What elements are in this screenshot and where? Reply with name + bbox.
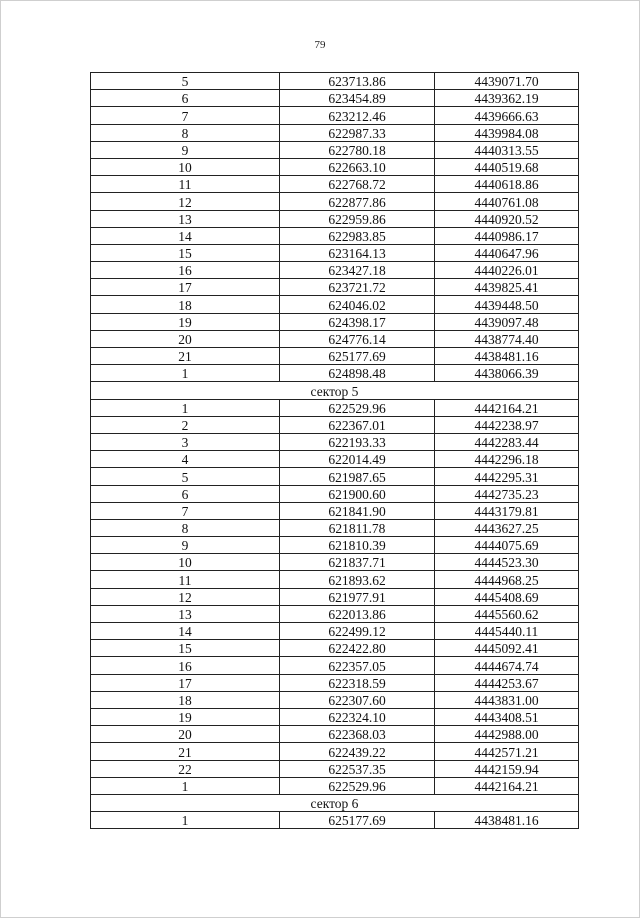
table-row	[91, 554, 579, 571]
y-coordinate-cell: 4440986.17	[435, 227, 579, 244]
y-coordinate-cell: 4442159.94	[435, 760, 579, 777]
y-coordinate-cell: 4445440.11	[435, 623, 579, 640]
table-row	[91, 227, 579, 244]
point-number-cell: 5	[91, 468, 280, 485]
point-number-cell: 18	[91, 691, 280, 708]
table-row	[91, 657, 579, 674]
y-coordinate-cell: 4440313.55	[435, 141, 579, 158]
point-number-cell: 20	[91, 330, 280, 347]
point-number-cell: 10	[91, 554, 280, 571]
point-number-cell: 14	[91, 623, 280, 640]
table-row	[91, 760, 579, 777]
x-coordinate-cell: 622439.22	[280, 743, 435, 760]
y-coordinate-cell: 4440647.96	[435, 244, 579, 261]
point-number-cell: 19	[91, 708, 280, 725]
x-coordinate-cell: 622663.10	[280, 158, 435, 175]
x-coordinate-cell: 622318.59	[280, 674, 435, 691]
y-coordinate-cell: 4445408.69	[435, 588, 579, 605]
page-number: 79	[314, 39, 326, 51]
x-coordinate-cell: 621811.78	[280, 519, 435, 536]
point-number-cell: 22	[91, 760, 280, 777]
table-row	[91, 605, 579, 622]
x-coordinate-cell: 622357.05	[280, 657, 435, 674]
y-coordinate-cell: 4444674.74	[435, 657, 579, 674]
y-coordinate-cell: 4440226.01	[435, 262, 579, 279]
point-number-cell: 8	[91, 124, 280, 141]
y-coordinate-cell: 4443408.51	[435, 708, 579, 725]
table-row	[91, 708, 579, 725]
y-coordinate-cell: 4439825.41	[435, 279, 579, 296]
y-coordinate-cell: 4444253.67	[435, 674, 579, 691]
table-row	[91, 468, 579, 485]
table-row	[91, 330, 579, 347]
x-coordinate-cell: 621841.90	[280, 502, 435, 519]
table-row	[91, 623, 579, 640]
y-coordinate-cell: 4439362.19	[435, 90, 579, 107]
table-row	[91, 537, 579, 554]
x-coordinate-cell: 622983.85	[280, 227, 435, 244]
x-coordinate-cell: 622368.03	[280, 726, 435, 743]
x-coordinate-cell: 624776.14	[280, 330, 435, 347]
point-number-cell: 11	[91, 571, 280, 588]
table-row	[91, 399, 579, 416]
table-row	[91, 691, 579, 708]
x-coordinate-cell: 622307.60	[280, 691, 435, 708]
table-row	[91, 107, 579, 124]
sector-header-row	[91, 794, 579, 811]
y-coordinate-cell: 4442283.44	[435, 433, 579, 450]
point-number-cell: 7	[91, 107, 280, 124]
table-row	[91, 743, 579, 760]
table-row	[91, 124, 579, 141]
x-coordinate-cell: 621837.71	[280, 554, 435, 571]
y-coordinate-cell: 4438066.39	[435, 365, 579, 382]
sector-header-row	[91, 382, 579, 399]
point-number-cell: 21	[91, 348, 280, 365]
table-row	[91, 571, 579, 588]
point-number-cell: 9	[91, 537, 280, 554]
y-coordinate-cell: 4445092.41	[435, 640, 579, 657]
x-coordinate-cell: 623721.72	[280, 279, 435, 296]
y-coordinate-cell: 4442295.31	[435, 468, 579, 485]
y-coordinate-cell: 4442238.97	[435, 416, 579, 433]
table-row	[91, 193, 579, 210]
x-coordinate-cell: 622537.35	[280, 760, 435, 777]
point-number-cell: 8	[91, 519, 280, 536]
x-coordinate-cell: 625177.69	[280, 812, 435, 829]
x-coordinate-cell: 621977.91	[280, 588, 435, 605]
point-number-cell: 6	[91, 90, 280, 107]
x-coordinate-cell: 625177.69	[280, 348, 435, 365]
point-number-cell: 10	[91, 158, 280, 175]
table-row	[91, 348, 579, 365]
point-number-cell: 19	[91, 313, 280, 330]
table-row	[91, 451, 579, 468]
point-number-cell: 20	[91, 726, 280, 743]
table-row	[91, 313, 579, 330]
table-row	[91, 777, 579, 794]
table-row	[91, 588, 579, 605]
y-coordinate-cell: 4440519.68	[435, 158, 579, 175]
table-row	[91, 502, 579, 519]
y-coordinate-cell: 4444968.25	[435, 571, 579, 588]
y-coordinate-cell: 4439071.70	[435, 73, 579, 90]
point-number-cell: 12	[91, 588, 280, 605]
y-coordinate-cell: 4443627.25	[435, 519, 579, 536]
x-coordinate-cell: 622014.49	[280, 451, 435, 468]
x-coordinate-cell: 624046.02	[280, 296, 435, 313]
y-coordinate-cell: 4439097.48	[435, 313, 579, 330]
y-coordinate-cell: 4442296.18	[435, 451, 579, 468]
x-coordinate-cell: 621893.62	[280, 571, 435, 588]
x-coordinate-cell: 622959.86	[280, 210, 435, 227]
table-row	[91, 640, 579, 657]
x-coordinate-cell: 621810.39	[280, 537, 435, 554]
y-coordinate-cell: 4444523.30	[435, 554, 579, 571]
table-row	[91, 674, 579, 691]
point-number-cell: 6	[91, 485, 280, 502]
x-coordinate-cell: 622987.33	[280, 124, 435, 141]
y-coordinate-cell: 4440618.86	[435, 176, 579, 193]
point-number-cell: 17	[91, 674, 280, 691]
x-coordinate-cell: 622324.10	[280, 708, 435, 725]
sector-title: сектор 5	[91, 382, 579, 399]
x-coordinate-cell: 622193.33	[280, 433, 435, 450]
table-row	[91, 296, 579, 313]
point-number-cell: 1	[91, 777, 280, 794]
y-coordinate-cell: 4442164.21	[435, 777, 579, 794]
point-number-cell: 16	[91, 262, 280, 279]
point-number-cell: 16	[91, 657, 280, 674]
table-row	[91, 812, 579, 829]
table-row	[91, 210, 579, 227]
table-row	[91, 90, 579, 107]
y-coordinate-cell: 4439448.50	[435, 296, 579, 313]
point-number-cell: 1	[91, 365, 280, 382]
point-number-cell: 3	[91, 433, 280, 450]
point-number-cell: 5	[91, 73, 280, 90]
x-coordinate-cell: 622367.01	[280, 416, 435, 433]
point-number-cell: 1	[91, 812, 280, 829]
x-coordinate-cell: 622422.80	[280, 640, 435, 657]
point-number-cell: 15	[91, 244, 280, 261]
table-row	[91, 244, 579, 261]
y-coordinate-cell: 4442164.21	[435, 399, 579, 416]
point-number-cell: 11	[91, 176, 280, 193]
x-coordinate-cell: 623713.86	[280, 73, 435, 90]
y-coordinate-cell: 4443179.81	[435, 502, 579, 519]
x-coordinate-cell: 622499.12	[280, 623, 435, 640]
point-number-cell: 4	[91, 451, 280, 468]
y-coordinate-cell: 4438774.40	[435, 330, 579, 347]
x-coordinate-cell: 623164.13	[280, 244, 435, 261]
x-coordinate-cell: 621987.65	[280, 468, 435, 485]
point-number-cell: 7	[91, 502, 280, 519]
y-coordinate-cell: 4442735.23	[435, 485, 579, 502]
point-number-cell: 13	[91, 210, 280, 227]
x-coordinate-cell: 622768.72	[280, 176, 435, 193]
table-row	[91, 73, 579, 90]
table-row	[91, 365, 579, 382]
table-row	[91, 176, 579, 193]
y-coordinate-cell: 4439984.08	[435, 124, 579, 141]
table-row	[91, 279, 579, 296]
y-coordinate-cell: 4438481.16	[435, 812, 579, 829]
table-row	[91, 158, 579, 175]
y-coordinate-cell: 4440761.08	[435, 193, 579, 210]
coordinates-table-body	[91, 73, 579, 829]
x-coordinate-cell: 621900.60	[280, 485, 435, 502]
coordinates-table	[90, 72, 579, 829]
x-coordinate-cell: 622013.86	[280, 605, 435, 622]
point-number-cell: 9	[91, 141, 280, 158]
x-coordinate-cell: 623212.46	[280, 107, 435, 124]
y-coordinate-cell: 4438481.16	[435, 348, 579, 365]
x-coordinate-cell: 623454.89	[280, 90, 435, 107]
point-number-cell: 2	[91, 416, 280, 433]
y-coordinate-cell: 4443831.00	[435, 691, 579, 708]
table-row	[91, 141, 579, 158]
y-coordinate-cell: 4442988.00	[435, 726, 579, 743]
x-coordinate-cell: 624898.48	[280, 365, 435, 382]
x-coordinate-cell: 622529.96	[280, 777, 435, 794]
x-coordinate-cell: 622529.96	[280, 399, 435, 416]
point-number-cell: 15	[91, 640, 280, 657]
point-number-cell: 17	[91, 279, 280, 296]
y-coordinate-cell: 4442571.21	[435, 743, 579, 760]
y-coordinate-cell: 4445560.62	[435, 605, 579, 622]
x-coordinate-cell: 622877.86	[280, 193, 435, 210]
x-coordinate-cell: 624398.17	[280, 313, 435, 330]
sector-title: сектор 6	[91, 794, 579, 811]
table-row	[91, 433, 579, 450]
point-number-cell: 1	[91, 399, 280, 416]
point-number-cell: 12	[91, 193, 280, 210]
y-coordinate-cell: 4444075.69	[435, 537, 579, 554]
point-number-cell: 13	[91, 605, 280, 622]
point-number-cell: 14	[91, 227, 280, 244]
x-coordinate-cell: 622780.18	[280, 141, 435, 158]
x-coordinate-cell: 623427.18	[280, 262, 435, 279]
table-row	[91, 416, 579, 433]
point-number-cell: 18	[91, 296, 280, 313]
table-row	[91, 262, 579, 279]
table-row	[91, 485, 579, 502]
table-row	[91, 519, 579, 536]
y-coordinate-cell: 4439666.63	[435, 107, 579, 124]
y-coordinate-cell: 4440920.52	[435, 210, 579, 227]
point-number-cell: 21	[91, 743, 280, 760]
table-row	[91, 726, 579, 743]
